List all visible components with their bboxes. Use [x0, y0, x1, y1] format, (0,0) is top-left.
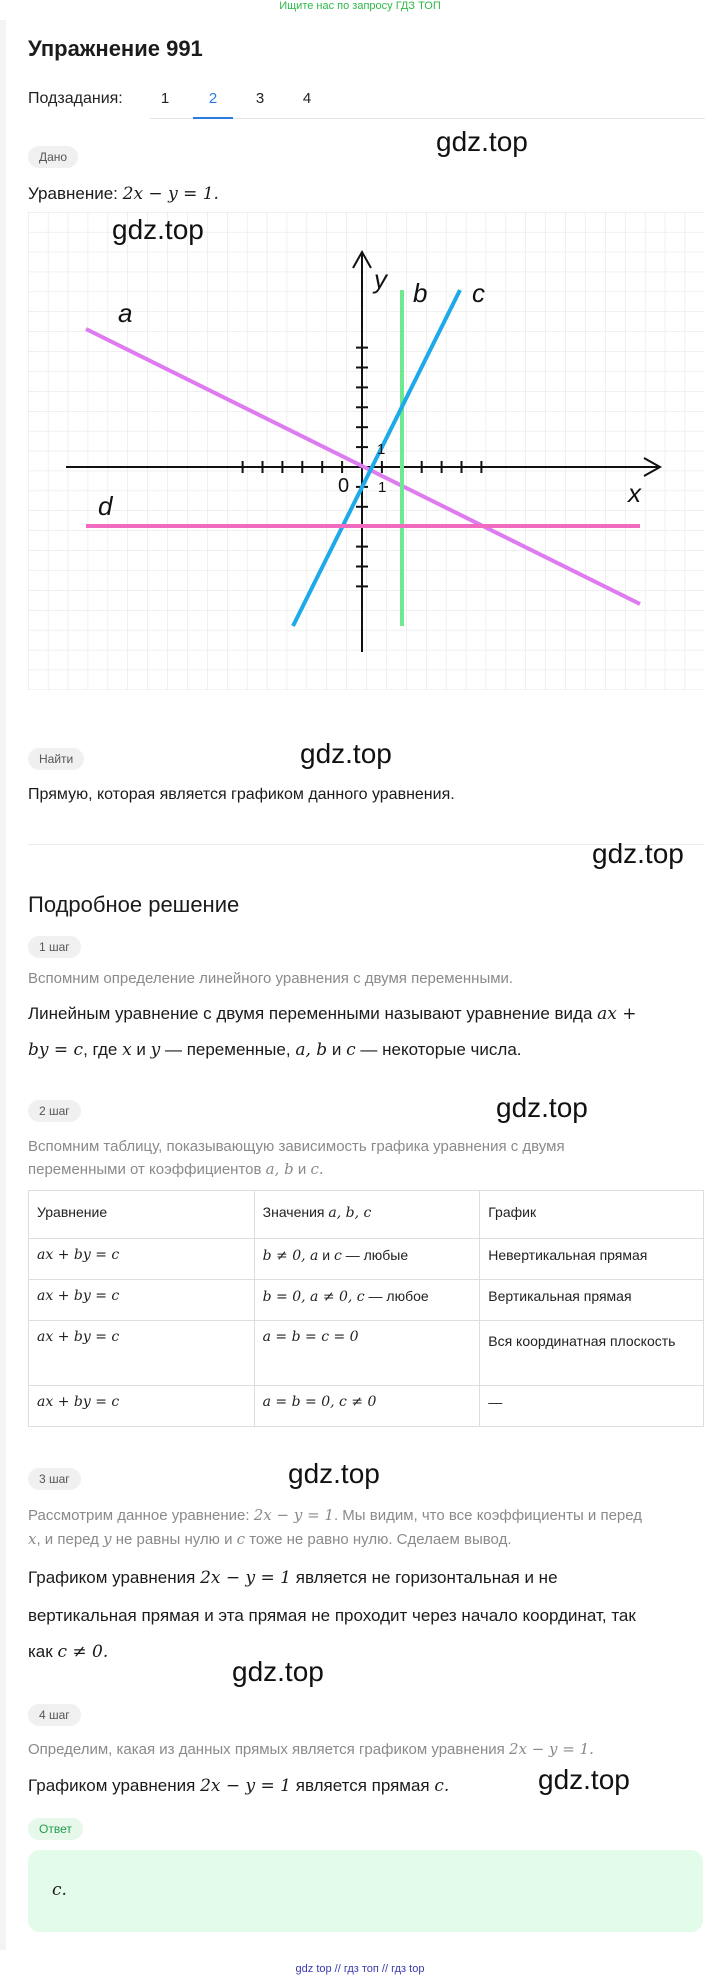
top-note: Ищите нас по запросу ГДЗ ТОП [279, 0, 441, 12]
x-axis-label: x [628, 478, 641, 508]
subtask-tab-2[interactable]: 2 [208, 90, 218, 107]
step-3-math: c ≠ 0. [57, 1642, 109, 1662]
table-cell-equation: ax + by = c [29, 1321, 255, 1386]
answer-box [28, 1850, 703, 1932]
step-4-note [28, 1738, 594, 1761]
step-1-math: ax + [597, 1004, 637, 1024]
step-2-text: переменными от коэффициентов [28, 1161, 262, 1178]
table-header-cell: Уравнение [29, 1191, 255, 1239]
step-1-text: и [331, 1040, 342, 1059]
line-d-label: d [98, 491, 113, 521]
subtasks-divider [150, 118, 705, 119]
given-line [28, 184, 219, 204]
step-4-text [28, 1776, 449, 1796]
subtask-tab-4[interactable]: 4 [302, 90, 312, 107]
step-1-text: — переменные, [164, 1040, 291, 1059]
line-a-label: a [118, 298, 133, 328]
line-b-label: b [413, 278, 428, 308]
step-4-text-part: Графиком уравнения [28, 1776, 196, 1795]
table-row [29, 1386, 704, 1427]
table-cell-equation: ax + by = c [29, 1239, 255, 1280]
subtasks-label: Подзадания: [28, 90, 123, 107]
graph-grid [28, 212, 704, 690]
step-3-chip: 3 шаг [28, 1468, 81, 1490]
step-3-text-1 [28, 1568, 558, 1588]
table-cell-graph: — [480, 1386, 704, 1427]
cell-math: c [333, 1248, 342, 1264]
cell-text: и [318, 1247, 334, 1263]
step-4-chip: 4 шаг [28, 1704, 81, 1726]
step-3-text-3 [28, 1642, 108, 1662]
cell-text: — любые [341, 1247, 409, 1263]
y-unit-label: 1 [377, 441, 386, 458]
watermark: gdz.top [112, 214, 204, 245]
watermark: gdz.top [300, 738, 392, 769]
subtask-tab-1[interactable]: 1 [160, 90, 170, 107]
table-cell-values: a = b = 0, c ≠ 0 [254, 1386, 480, 1427]
y-axis-label: y [374, 264, 387, 294]
step-2-math: a, b [265, 1160, 294, 1178]
step-4-math: c. [434, 1776, 450, 1796]
step-4-text: Определим, какая из данных прямых является графиком уравнения [28, 1741, 505, 1758]
table-row [29, 1280, 704, 1321]
table-cell-values [254, 1239, 480, 1280]
step-1-text: — некоторые числа. [360, 1040, 522, 1059]
step-3-text: , и перед [36, 1531, 99, 1548]
cell-text: — любое [364, 1288, 429, 1304]
step-3-math: c [236, 1530, 246, 1548]
step-4-math: 2x − y = 1 [200, 1776, 291, 1796]
step-1-math: c [346, 1040, 356, 1060]
step-1-text: , где [83, 1040, 118, 1059]
header-math: a, b, c [328, 1205, 372, 1221]
step-3-math: y [103, 1530, 112, 1548]
line-c-label: c [472, 278, 485, 308]
coefficients-table [28, 1190, 704, 1427]
given-equation: 2x − y = 1. [122, 184, 219, 204]
origin-label: 0 [338, 475, 350, 497]
page-title: Упражнение 991 [28, 36, 203, 61]
table-cell-values [254, 1280, 480, 1321]
step-3-text: тоже не равно нулю. Сделаем вывод. [249, 1531, 512, 1548]
step-3-text: Графиком уравнения [28, 1568, 196, 1587]
watermark: gdz.top [538, 1764, 630, 1795]
step-3-math: 2x − y = 1 [253, 1506, 334, 1524]
watermark: gdz.top [592, 838, 684, 869]
step-3-note-2 [28, 1528, 511, 1551]
graph-figure [28, 212, 704, 690]
step-1-text: Линейным уравнение с двумя переменными называют уравнение вида [28, 1004, 593, 1023]
watermark: gdz.top [496, 1092, 588, 1123]
answer-value: c. [52, 1880, 67, 1900]
step-2-math: c. [310, 1160, 324, 1178]
step-3-math: 2x − y = 1 [200, 1568, 291, 1588]
step-1-line-1 [28, 1004, 637, 1024]
table-cell-equation: ax + by = c [29, 1386, 255, 1427]
table-row [29, 1321, 704, 1386]
answer-chip: Ответ [28, 1818, 83, 1840]
step-1-note: Вспомним определение линейного уравнения с двумя переменными. [28, 970, 514, 987]
table-header-row [29, 1191, 704, 1239]
table-cell-graph: Вся координатная плоскость [480, 1321, 704, 1386]
step-3-math: x [28, 1530, 37, 1548]
left-gutter [0, 20, 6, 1950]
step-3-text: как [28, 1642, 53, 1661]
step-3-text-2: вертикальная прямая и эта прямая не проходит через начало координат, так [28, 1606, 636, 1625]
step-1-math: x [122, 1040, 132, 1060]
step-2-text: и [297, 1161, 307, 1178]
step-2-note-1: Вспомним таблицу, показывающую зависимость графика уравнения с двумя [28, 1138, 565, 1155]
given-chip: Дано [28, 146, 78, 168]
solution-title: Подробное решение [28, 892, 240, 917]
find-chip: Найти [28, 748, 84, 770]
step-4-math: 2x − y = 1. [508, 1740, 594, 1758]
step-3-text: . Мы видим, что все коэффициенты и перед [333, 1507, 643, 1524]
footer-links[interactable]: gdz top // гдз топ // гдз top [295, 1963, 425, 1975]
find-text: Прямую, которая является графиком данного уравнения. [28, 786, 455, 803]
subtask-tab-3[interactable]: 3 [255, 90, 265, 107]
step-1-math: by = c [28, 1040, 84, 1060]
x-unit-label: 1 [378, 479, 387, 496]
step-3-text: не равны нулю и [115, 1531, 233, 1548]
step-3-note-1 [28, 1504, 642, 1527]
cell-math: b = 0, a ≠ 0, c [262, 1289, 365, 1305]
step-2-chip: 2 шаг [28, 1100, 81, 1122]
table-cell-graph: Невертикальная прямая [480, 1239, 704, 1280]
step-2-note-2 [28, 1158, 324, 1181]
watermark: gdz.top [436, 126, 528, 157]
step-3-text: является не горизонтальная и не [295, 1568, 558, 1587]
step-3-text: Рассмотрим данное уравнение: [28, 1507, 250, 1524]
watermark: gdz.top [232, 1656, 324, 1687]
step-1-math: y [150, 1040, 161, 1060]
table-header-cell [254, 1191, 480, 1239]
step-1-chip: 1 шаг [28, 936, 81, 958]
table-cell-values: a = b = c = 0 [254, 1321, 480, 1386]
step-1-text: и [136, 1040, 146, 1059]
watermark: gdz.top [288, 1458, 380, 1489]
table-header-cell: График [480, 1191, 704, 1239]
step-1-line-2 [28, 1040, 522, 1060]
given-label: Уравнение: [28, 184, 118, 203]
active-tab-underline [193, 117, 233, 119]
step-1-math: a, b [295, 1040, 328, 1060]
step-4-text-part: является прямая [295, 1776, 430, 1795]
header-text: Значения [262, 1204, 325, 1220]
table-cell-equation: ax + by = c [29, 1280, 255, 1321]
table-cell-graph: Вертикальная прямая [480, 1280, 704, 1321]
cell-math: b ≠ 0, a [262, 1248, 319, 1264]
table-row [29, 1239, 704, 1280]
